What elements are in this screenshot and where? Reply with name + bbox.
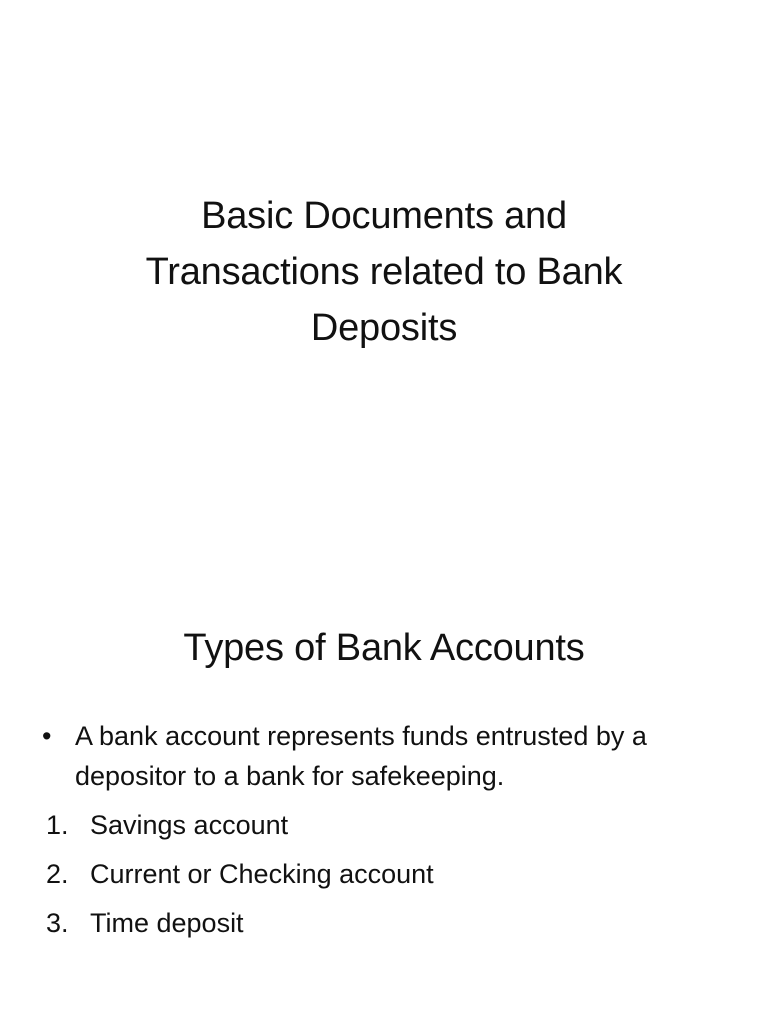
- list-item: [38, 805, 738, 845]
- account-types-list: [38, 805, 738, 943]
- list-item-number: 3.: [46, 908, 69, 938]
- bullet-item: [38, 716, 738, 796]
- title-line-1: Basic Documents and: [201, 195, 567, 237]
- bullet-text: A bank account represents funds entrusted by a depositor to a bank for safekeeping.: [75, 721, 647, 791]
- list-item-text: Current or Checking account: [90, 859, 434, 889]
- slide-bank-accounts: [0, 512, 768, 1024]
- title-line-3: Deposits: [310, 307, 458, 349]
- slide-title-heading: [60, 188, 708, 356]
- list-item: [38, 903, 738, 943]
- list-item-number: 1.: [46, 810, 69, 840]
- list-item-text: Time deposit: [90, 908, 244, 938]
- slide-content: [38, 716, 738, 943]
- bullet-icon: •: [42, 721, 52, 751]
- title-line-2: Transactions related to Bank: [145, 251, 623, 293]
- list-item-number: 2.: [46, 859, 69, 889]
- slide-heading: Types of Bank Accounts: [183, 627, 585, 669]
- list-item-text: Savings account: [90, 810, 289, 840]
- list-item: [38, 854, 738, 894]
